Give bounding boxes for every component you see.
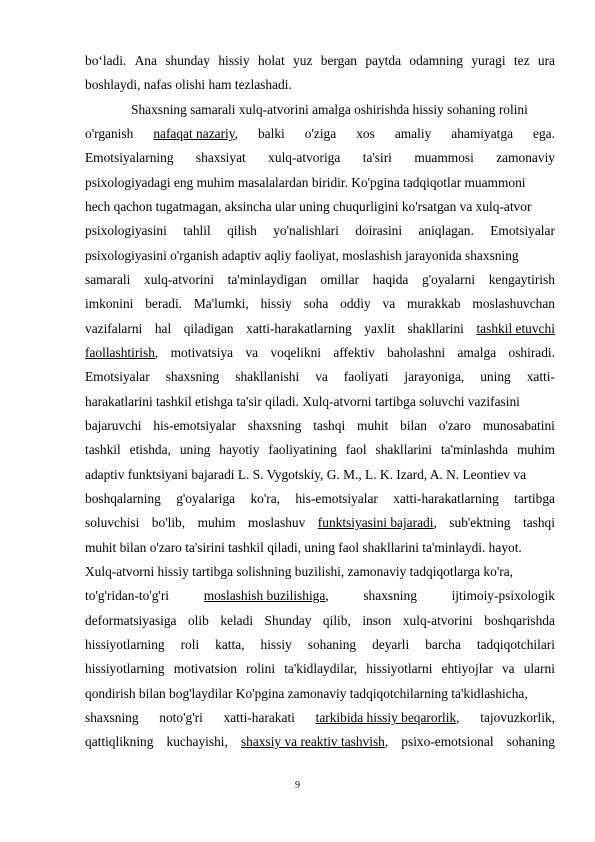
underlined-phrase: faollashtirish, — [85, 344, 159, 360]
word: paytda — [365, 53, 402, 68]
word: Emotsiyalar — [85, 369, 150, 385]
text-line — [85, 365, 555, 389]
word: motivatsion — [173, 661, 237, 677]
word: tez — [513, 53, 530, 68]
word: xos — [356, 125, 375, 141]
text-line — [85, 122, 555, 146]
word: olib — [187, 612, 209, 628]
word: qilish — [227, 223, 257, 239]
word: Shaxsning samarali xulq-atvorini amalga oshirishda hissiy sohaning rolini — [131, 101, 528, 117]
word: muhim — [197, 515, 236, 531]
word: amalga — [457, 344, 497, 360]
word: hissiy — [260, 636, 292, 652]
word: barcha — [425, 636, 461, 652]
word: uning — [480, 369, 511, 385]
word: shaxsiyat — [195, 150, 246, 166]
text-line — [85, 268, 555, 292]
word: roli — [180, 636, 200, 652]
word: tashqi — [313, 417, 346, 433]
word: balki — [257, 125, 285, 141]
underlined-phrase: moslashish buzilishiga, — [203, 588, 329, 604]
text-line — [85, 536, 555, 560]
word: zamonaviy — [496, 150, 555, 166]
word: tashqi — [522, 515, 555, 531]
word: holat — [257, 53, 285, 68]
word: shaxsning — [247, 417, 302, 433]
word: ta'minlashda — [440, 442, 509, 458]
text-line — [85, 292, 555, 316]
word: qondirish bilan bog'laydilar Ko'pgina zamonaviy tadqiqotchilarning ta'kidlashicha, — [85, 685, 528, 701]
text-line — [85, 195, 555, 219]
text-line — [85, 49, 555, 73]
word: boshqarishda — [484, 612, 555, 628]
word: qattiqlikning — [85, 734, 154, 750]
word: shakllarini — [407, 320, 464, 336]
page-number: 9 — [295, 780, 300, 791]
text-line — [85, 219, 555, 243]
text-line — [85, 317, 555, 341]
word: psixologiyasini o'rganish adaptiv aqliy faoliyat, moslashish jarayonida shaxsning — [85, 247, 519, 263]
word: aniqlagan. — [418, 223, 474, 239]
word: psixo-emotsional — [401, 734, 494, 750]
text-line — [85, 633, 555, 657]
word: ta'siri — [362, 150, 392, 166]
word: ijtimoiy-psixologik — [451, 588, 555, 604]
word: deyarli — [372, 636, 410, 652]
word: motivatsiya — [170, 344, 234, 360]
word: kengaytirish — [488, 271, 555, 287]
word: bajaruvchi — [85, 417, 142, 433]
word: munosabatini — [482, 417, 555, 433]
word: boshqalarning — [85, 490, 161, 506]
text-line — [85, 73, 555, 97]
word: uning — [179, 442, 211, 458]
word: baholashni — [387, 344, 446, 360]
text-line — [85, 706, 555, 730]
word: noto'g'ri — [159, 709, 203, 725]
word: oshiradi. — [508, 344, 555, 360]
text-line — [85, 511, 555, 535]
word: deformatsiyasiga — [85, 612, 177, 628]
text-line — [85, 244, 555, 268]
word: inson — [362, 612, 392, 628]
word: soluvchisi — [85, 515, 140, 531]
word: g'oyalarni — [422, 271, 476, 287]
word: hissiyotlarning — [85, 661, 165, 677]
text-line — [85, 414, 555, 438]
text-line — [85, 730, 555, 754]
word: shaxsning — [165, 369, 220, 385]
word: moslashuvchan — [472, 296, 555, 312]
word: his-emotsiyalar — [153, 417, 236, 433]
text-line — [85, 98, 555, 122]
underlined-phrase: nafaqat nazariy, — [153, 125, 238, 141]
word: shakllanishi — [235, 369, 300, 385]
word: faoliyati — [343, 369, 389, 385]
word: katta, — [215, 636, 245, 652]
word: Xulq-atvorni hissiy tartibga solishning buzilishi, zamonaviy tadqiqotlarga ko'ra, — [85, 563, 513, 579]
word: Emotsiyalar — [490, 223, 555, 239]
word: boshlaydi, nafas olishi ham tezlashadi. — [85, 77, 292, 93]
word: sub'ektning — [449, 515, 511, 531]
word: xatti- — [526, 369, 555, 385]
text-line — [85, 463, 555, 487]
underlined-phrase: tashkil etuvchi — [476, 320, 555, 336]
word: affektiv — [333, 344, 375, 360]
word: hal — [154, 320, 172, 336]
word: bo'lib, — [151, 515, 186, 531]
word: moslashuv — [248, 515, 306, 531]
word: qiladigan — [183, 320, 234, 336]
word: ehtiyojlar — [441, 661, 493, 677]
word: to'g'ridan-to'g'ri — [85, 588, 170, 604]
word: tashkil — [85, 442, 121, 458]
word: hayotiy — [219, 442, 260, 458]
word: oddiy — [340, 296, 371, 312]
word: hissiyotlarni — [366, 661, 433, 677]
word: odamning — [409, 53, 463, 68]
word: bilan — [400, 417, 427, 433]
word: doirasini — [355, 223, 403, 239]
word: sohaning — [307, 636, 357, 652]
word: yuz — [293, 53, 313, 68]
text-line — [85, 171, 555, 195]
text-line — [85, 609, 555, 633]
text-line — [85, 560, 555, 584]
word: imkonini — [85, 296, 134, 312]
word: etishda, — [129, 442, 171, 458]
word: ta'minlaydigan — [227, 271, 307, 287]
word: rolini — [246, 661, 276, 677]
word: o'ziga — [304, 125, 337, 141]
word: ahamiyatga — [451, 125, 514, 141]
word: shunday — [165, 53, 210, 68]
body-text — [85, 49, 555, 755]
word: adaptiv funktsiyani bajaradi L. S. Vygotskiy, G. M., L. K. Izard, A. N. Leontiev va — [85, 466, 527, 482]
word: soha — [303, 296, 329, 312]
word: shaxsning — [85, 709, 139, 725]
text-line — [85, 657, 555, 681]
text-line — [85, 682, 555, 706]
word: o'zaro — [438, 417, 471, 433]
word: Ma'lumki, — [193, 296, 249, 312]
word: faol — [345, 442, 367, 458]
word: Shunday — [264, 612, 312, 628]
word: hissiy — [218, 53, 250, 68]
word: xulq-atvorini — [402, 612, 473, 628]
word: muammosi — [414, 150, 474, 166]
word: jarayoniga, — [404, 369, 465, 385]
word: yo'nalishlari — [273, 223, 339, 239]
word: ega. — [533, 125, 555, 141]
word: bo‘ladi. — [85, 53, 127, 68]
word: xulq-atvorini — [144, 271, 214, 287]
word: tartibga — [514, 490, 555, 506]
word: voqelikni — [270, 344, 322, 360]
word: va — [315, 369, 328, 385]
word: Emotsiyalarning — [85, 150, 174, 166]
text-line — [85, 487, 555, 511]
word: sohaning — [506, 734, 555, 750]
word: kuchayishi, — [166, 734, 228, 750]
word: qilib, — [322, 612, 351, 628]
word: psixologiyadagi eng muhim masalalardan biridir. Ko'pgina tadqiqotlar muammoni — [85, 174, 526, 190]
word: va — [501, 661, 515, 677]
word: Ana — [134, 53, 157, 68]
word: hissiy — [260, 296, 292, 312]
word: harakatlarini tashkil etishga ta'sir qiladi. Xulq-atvorni tartibga soluvchi vazifasini — [85, 393, 520, 409]
word: va — [382, 296, 396, 312]
word: muhit — [357, 417, 389, 433]
word: his-emotsiyalar — [295, 490, 378, 506]
word: hissiyotlarning — [85, 636, 165, 652]
word: shaxsning — [363, 588, 417, 604]
word: ura — [537, 53, 555, 68]
word: xatti-harakati — [223, 709, 295, 725]
word: faoliyatining — [268, 442, 337, 458]
underlined-phrase: tarkibida hissiy beqarorlik, — [315, 709, 460, 725]
word: tajovuzkorlik, — [480, 709, 555, 725]
word: muhim — [516, 442, 555, 458]
text-line — [85, 438, 555, 462]
word: haqida — [372, 271, 409, 287]
text-line — [85, 584, 555, 608]
word: bergan — [320, 53, 357, 68]
word: vazifalarni — [85, 320, 143, 336]
word: keladi — [220, 612, 254, 628]
word: psixologiyasini — [85, 223, 167, 239]
word: xatti-harakatlarning — [393, 490, 499, 506]
word: tadqiqotchilari — [476, 636, 555, 652]
word: shakllarini — [375, 442, 433, 458]
underlined-phrase: funktsiyasini bajaradi, — [317, 515, 437, 531]
word: omillar — [320, 271, 360, 287]
word: tahlil — [183, 223, 211, 239]
word: ularni — [523, 661, 555, 677]
word: muhit bilan o'zaro ta'sirini tashkil qiladi, uning faol shakllarini ta'minlaydi. hayot. — [85, 539, 522, 555]
word: va — [245, 344, 259, 360]
text-line — [85, 390, 555, 414]
word: amaliy — [394, 125, 432, 141]
word: yuragi — [471, 53, 506, 68]
word: samarali — [85, 271, 131, 287]
word: hech qachon tugatmagan, aksincha ular uning chuqurligini ko'rsatgan va xulq-atvor — [85, 198, 532, 214]
word: o'rganish — [85, 125, 134, 141]
word: ta'kidlaydilar, — [284, 661, 358, 677]
word: ko'ra, — [250, 490, 280, 506]
text-line — [85, 341, 555, 365]
word: beradi. — [145, 296, 183, 312]
text-line — [85, 146, 555, 170]
underlined-phrase: shaxsiy va reaktiv tashvish, — [240, 734, 389, 750]
word: yaxlit — [364, 320, 395, 336]
word: xatti-harakatlarning — [246, 320, 352, 336]
word: g'oyalariga — [176, 490, 236, 506]
word: xulq-atvoriga — [268, 150, 341, 166]
word: murakkab — [407, 296, 461, 312]
